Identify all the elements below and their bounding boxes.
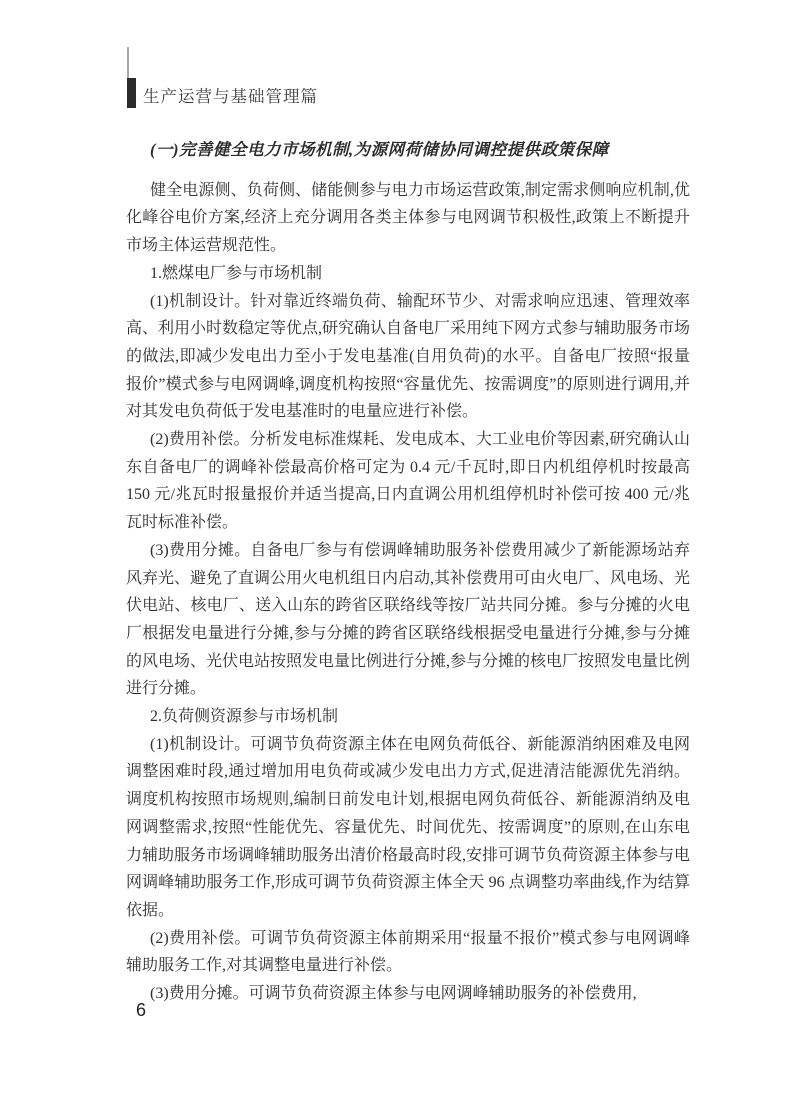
header-rule	[127, 47, 129, 78]
paragraph-mechanism-design-2: (1)机制设计。可调节负荷资源主体在电网负荷低谷、新能源消纳困难及电网调整困难时段,通过增加用电负荷或减少发电出力方式,促进清洁能源优先消纳。调度机构按照市场规则,编制日前发电计划,根据电网负荷低谷、新能源消纳及电网调整需求,按照“性能优先、容量优先、时间优先、按需调度”的原则,在山东电力辅助服务市场调峰辅助服务出清价格最高时段,安排可调节负荷资源主体参与电网调峰辅助服务工作,形成可调节负荷资源主体全天 96 点调整功率曲线,作为结算依据。	[126, 735, 691, 919]
page-number: 6	[136, 1000, 147, 1020]
section-header-title: 生产运营与基础管理篇	[143, 87, 318, 106]
paragraph-cost-sharing-1: (3)费用分摊。自备电厂参与有偿调峰辅助服务补偿费用减少了新能源场站弃风弃光、避免了直调公用火电机组日内启动,其补偿费用可由火电厂、风电场、光伏电站、核电厂、送入山东的跨省区联络线等按厂站共同分摊。参与分摊的火电厂根据发电量进行分摊,参与分摊的跨省区联络线根据受电量进行分摊,参与分摊的风电场、光伏电站按照发电量比例进行分摊,参与分摊的核电厂按照发电量比例进行分摊。	[126, 541, 691, 698]
paragraph-intro: 健全电源侧、负荷侧、储能侧参与电力市场运营政策,制定需求侧响应机制,优化峰谷电价方案,经济上充分调用各类主体参与电网调节积极性,政策上不断提升市场主体运营规范性。	[126, 181, 690, 255]
paragraph-mechanism-design-1: (1)机制设计。针对靠近终端负荷、输配环节少、对需求响应迅速、管理效率高、利用小时数稳定等优点,研究确认自备电厂采用纯下网方式参与辅助服务市场的做法,即减少发电出力至小于发电基准(自用负荷)的水平。自备电厂按照“报量报价”模式参与电网调峰,调度机构按照“容量优先、按需调度”的原则进行调用,并对其发电负荷低于发电基准时的电量应进行补偿。	[126, 292, 691, 421]
page-body	[126, 136, 690, 1008]
paragraph-cost-compensation-2: (2)费用补偿。可调节负荷资源主体前期采用“报量不报价”模式参与电网调峰辅助服务工作,对其调整电量进行补偿。	[126, 929, 690, 975]
subheading-coal-plant-mechanism: 1.燃煤电厂参与市场机制	[150, 264, 323, 282]
subheading-load-side-mechanism: 2.负荷侧资源参与市场机制	[150, 708, 339, 726]
header-bar	[127, 78, 136, 108]
paragraph-cost-compensation-1: (2)费用补偿。分析发电标准煤耗、发电成本、大工业电价等因素,研究确认山东自备电厂的调峰补偿最高价格可定为 0.4 元/千瓦时,即日内机组停机时按最高 150 元/兆瓦时报量报价并适当提高,日内直调公用机组停机时补偿可按 400 元/兆瓦时标准补偿。	[126, 431, 690, 532]
chapter-heading: (一)完善健全电力市场机制,为源网荷储协同调控提供政策保障	[150, 140, 609, 159]
paragraph-cost-sharing-2: (3)费用分摊。可调节负荷资源主体参与电网调峰辅助服务的补偿费用,	[150, 985, 637, 1003]
